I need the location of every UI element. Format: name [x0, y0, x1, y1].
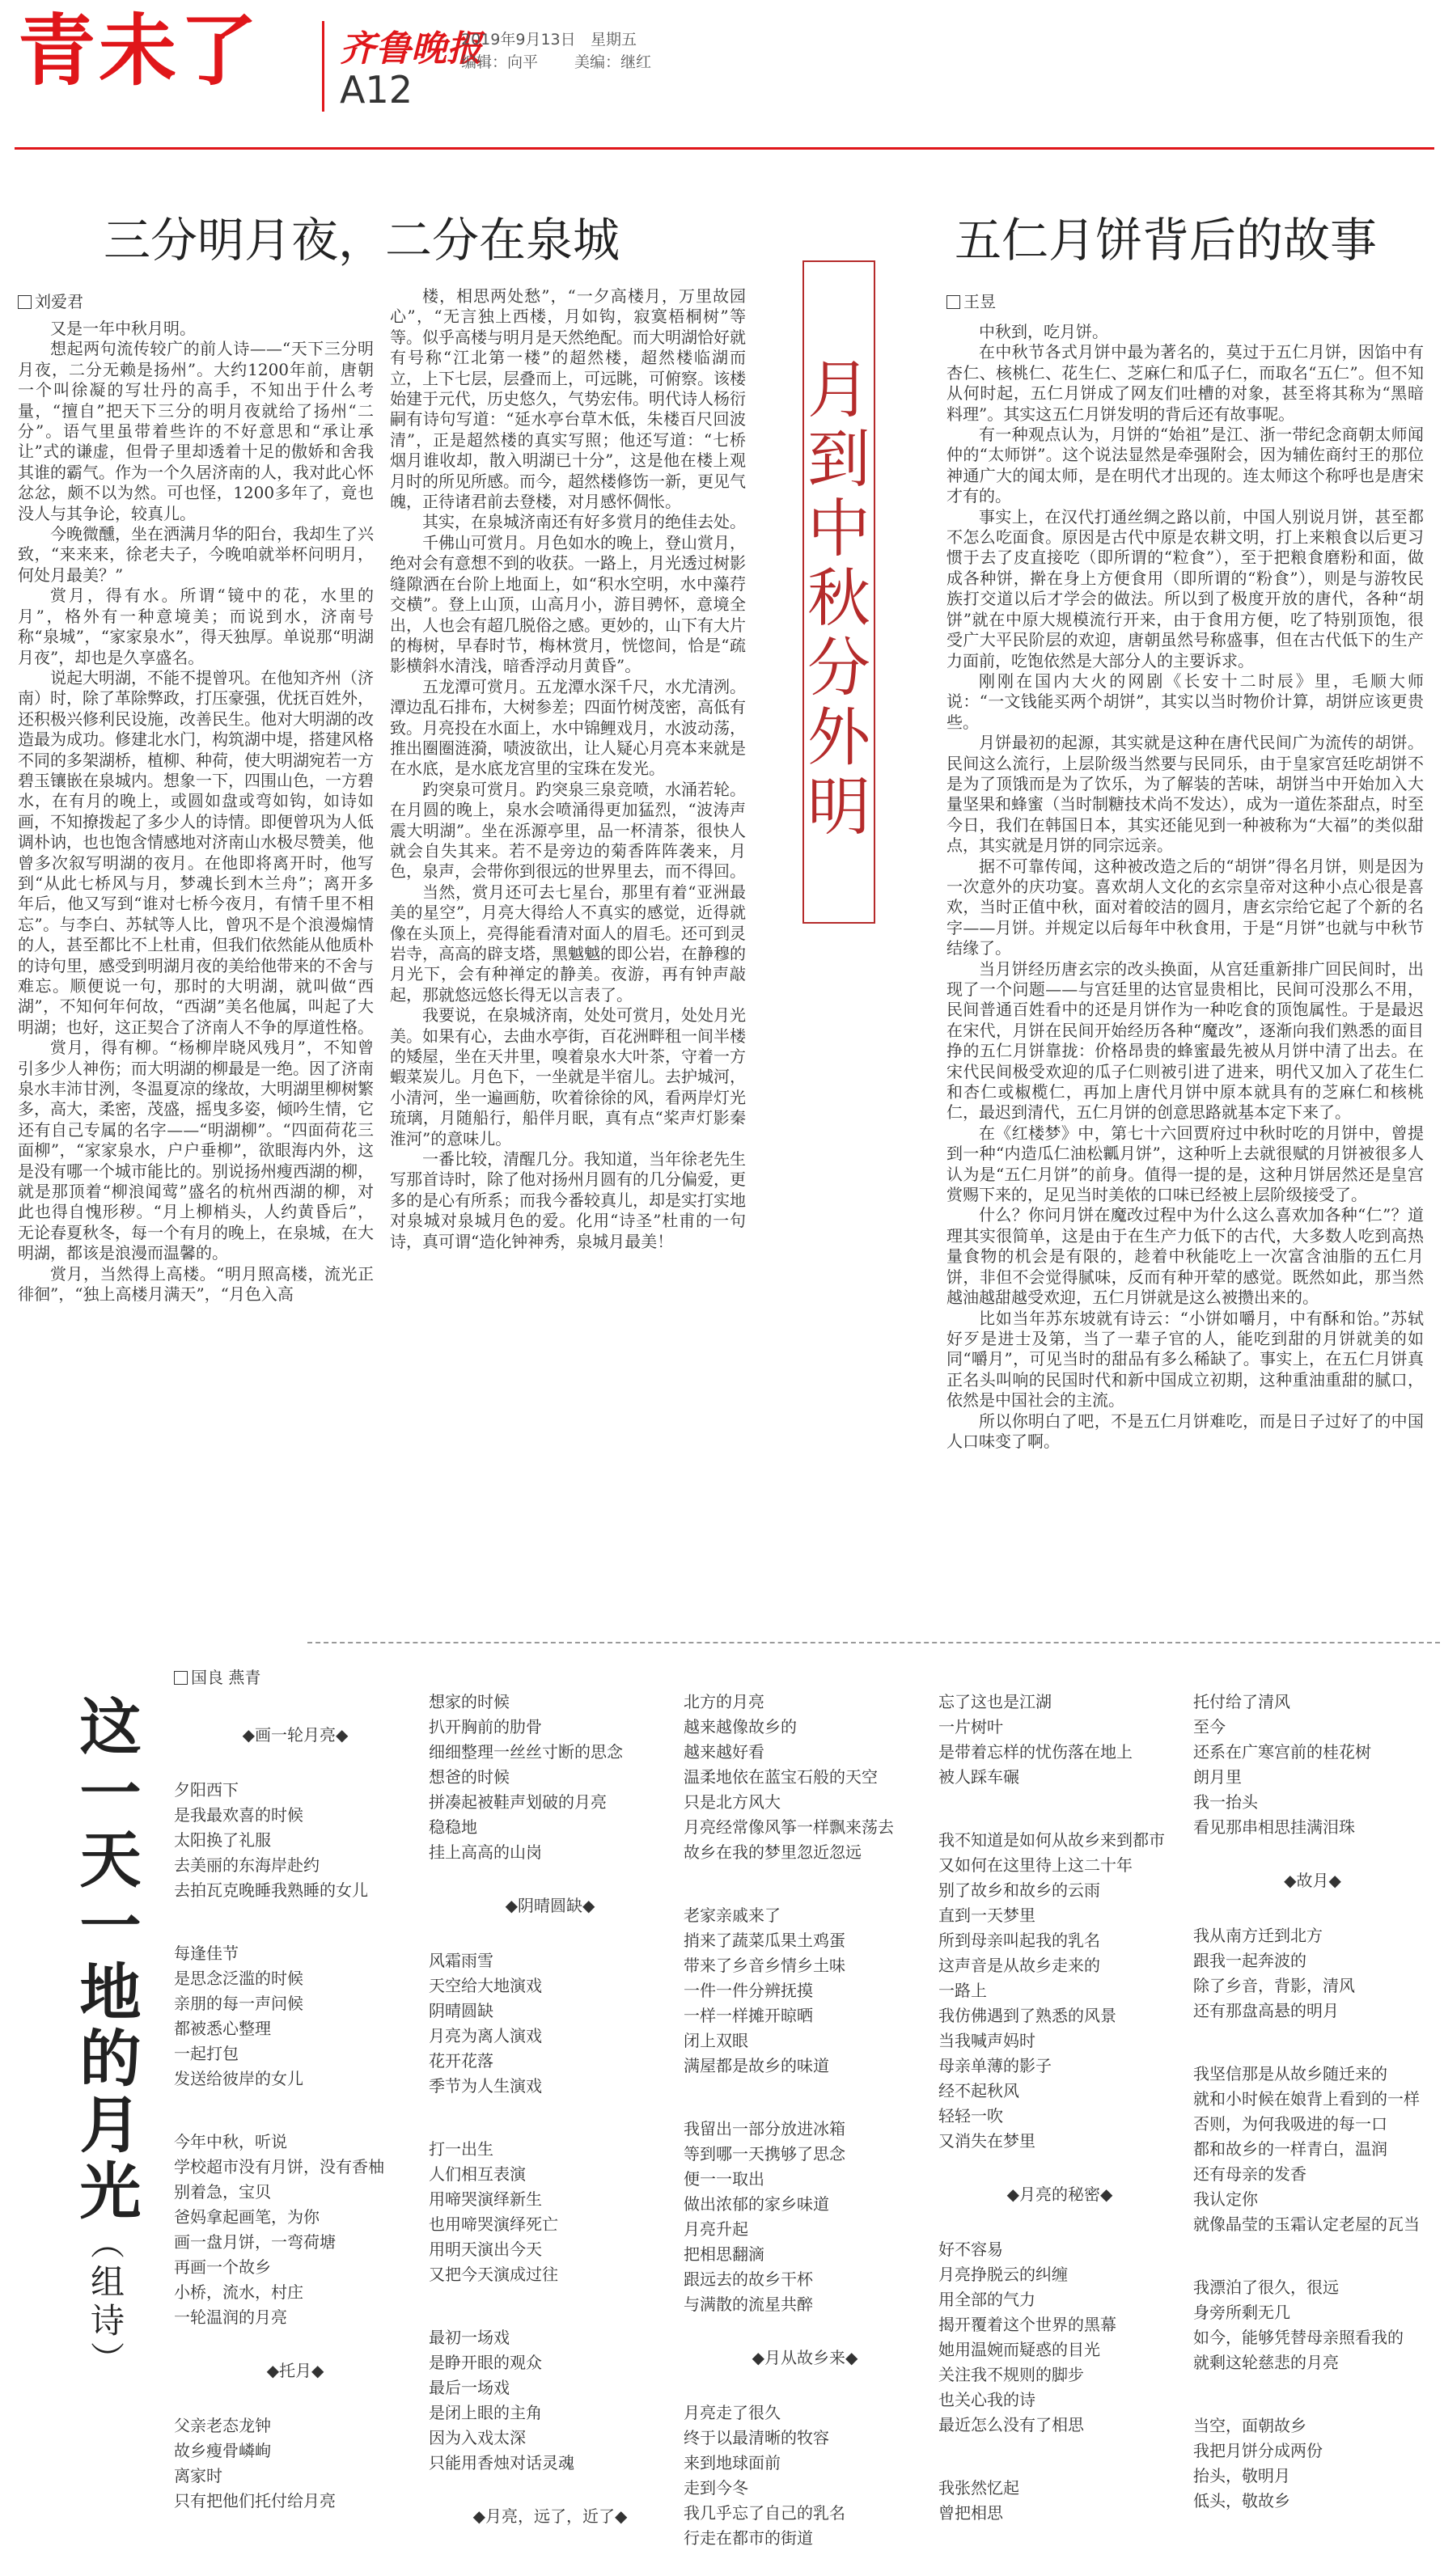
paragraph: 今晚微醺，坐在洒满月华的阳台，我却生了兴致，“来来来，徐老夫子，今晚咱就举杯问明月，何处月最美？” — [18, 524, 374, 585]
poem-series-subtitle: （组诗） — [86, 2225, 125, 2380]
poem-stanza: 想家的时候 扒开胸前的肋骨 细细整理一丝丝寸断的思念 想爸的时候 拼凑起被鞋声划破的月亮 稳稳地 挂上高高的山岗 — [429, 1692, 623, 1862]
byline-box-icon — [18, 295, 32, 309]
poem-title: ◆月亮，远了，近了◆ — [472, 2506, 628, 2526]
center-vertical-title: 月到中秋分外明 — [802, 260, 875, 924]
poem-stanza: 好不容易 月亮挣脱云的纠缠 用全部的气力 揭开覆着这个世界的黑幕 她用温婉而疑惑的目光 关注我不规则的脚步 也关心我的诗 最近怎么没有了相思 — [938, 2240, 1116, 2434]
header-rule — [15, 147, 1434, 150]
article1-column-1 — [18, 319, 374, 1605]
poem-stanza: 父亲老态龙钟 故乡瘦骨嶙峋 离家时 只有把他们托付给月亮 — [174, 2416, 336, 2510]
poem-title: ◆故月◆ — [1284, 1871, 1341, 1890]
poem-column-2 — [429, 1664, 671, 2559]
poem-column-5 — [1193, 1664, 1432, 2539]
poem-stanza: 当空，面朝故乡 我把月饼分成两份 抬头，敬明月 低头，敬故乡 — [1193, 2416, 1323, 2510]
paragraph: 所以你明白了吧，不是五仁月饼难吃，而是日子过好了的中国人口味变了啊。 — [946, 1411, 1424, 1451]
poem-stanza: 我从南方迁到北方 跟我一起奔波的 除了乡音，背影，清风 还有那盘高悬的明月 — [1193, 1926, 1355, 2020]
article2-column — [946, 322, 1424, 1608]
paragraph: 当月饼经历唐玄宗的改头换面，从宫廷重新排广回民间时，出现了一个问题——与宫廷里的达官显贵相比，民间可没那么不用，民间普通百姓看中的还是月饼作为一种吃食的顶饱属性。于是最迟在宋代，月饼在民间开始经历各种“魔改”，逐渐向我们熟悉的面目挣的五仁月饼靠拢：价格昂贵的蜂蜜最先被从月饼中清了出去。在宋代民间极受欢迎的瓜子仁则被引进了进来，明代又加入了花生仁和杏仁或椒榄仁，再加上唐代月饼中原本就具有的芝麻仁和核桃仁，最迟到清代，五仁月饼的创意思路就基本定下来了。 — [946, 958, 1424, 1123]
paragraph: 据不可靠传闻，这种被改造之后的“胡饼”得名月饼，则是因为一次意外的庆功宴。喜欢胡人文化的玄宗皇帝对这种小点心很是喜欢，当时正值中秋，面对着皎洁的圆月，唐玄宗给它起了个新的名字——月饼。并规定以后每年中秋食用，于是“月饼”也就与中秋节结缘了。 — [946, 856, 1424, 958]
byline-box-icon — [946, 295, 960, 309]
article2-title: 五仁月饼背后的故事 — [955, 213, 1378, 268]
poem-stanza: 忘了这也是江湖 一片树叶 是带着忘样的忧伤落在地上 被人踩车碾 — [938, 1692, 1133, 1787]
paragraph: 月饼最初的起源，其实就是这种在唐代民间广为流传的胡饼。民间这么流行，上层阶级当然要与民同乐，由于皇家宫廷吃胡饼不是为了顶饿而是为了饮乐，为了解装的苦味，胡饼当中开始加入大量坚果和蜂蜜（当时制糖技术尚不发达），成为一道佐茶甜点，时至今日，我们在韩国日本，其实还能见到一种被称为“大福”的类似甜点，其实就是月饼的同宗远亲。 — [946, 733, 1424, 856]
poem-column-1 — [174, 1694, 417, 2539]
paragraph: 在《红楼梦》中，第七十六回贾府过中秋时吃的月饼中，曾提到一种“内造瓜仁油松瓤月饼”，这种听上去就很赋的月饼被很多人认为是“五仁月饼”的前身。值得一提的是，这种月饼居然还是皇宫赏赐下来的，足见当时美侬的口味已经被上层阶级接受了。 — [946, 1123, 1424, 1205]
paragraph: 我要说，在泉城济南，处处可赏月，处处月光美。如果有心，去曲水亭街，百花洲畔租一间半楼的矮屋，坐在天井里，嗅着泉水大叶茶，守着一方蝦菜炭儿。月色下，一坐就是半宿儿。去护城河，小清河，坐一遍画舫，吹着徐徐的风，看两岸灯光琉璃，月随船行，船伴月眠，真有点“桨声灯影秦淮河”的意味儿。 — [390, 1005, 746, 1148]
paragraph: 趵突泉可赏月。趵突泉三泉竞喷，水涌若轮。在月圆的晚上，泉水会喷涌得更加猛烈，“波涛声震大明湖”。坐在泺源亭里，品一杯清茶，很快人就会自失其来。若不是旁边的菊香阵阵袭来，月色，泉声，会带你到很远的世界里去，而不得回。 — [390, 779, 746, 882]
article1-title: 三分明月夜，二分在泉城 — [104, 213, 620, 268]
section-masthead: 青未了 — [18, 6, 260, 96]
poem-stanza: 北方的月亮 越来越像故乡的 越来越好看 温柔地依在蓝宝石般的天空 只是北方风大 月亮经常像风筝一样飘来荡去 故乡在我的梦里忽近忽远 — [684, 1692, 894, 1862]
paragraph: 一番比较，清醒几分。我知道，当年徐老先生写那首诗时，除了他对扬州月圆有的几分偏爱，更多的是心有所系；而我今番较真儿，却是实打实地对泉城对泉城月色的爱。化用“诗圣”杜甫的一句诗，真可谓“造化钟神秀，泉城月最美！ — [390, 1149, 746, 1251]
article1-column-2 — [390, 286, 746, 1605]
poem-stanza: 风霜雨雪 天空给大地演戏 阴晴圆缺 月亮为离人演戏 花开花落 季节为人生演戏 — [429, 1951, 542, 2096]
poem-stanza: 我不知道是如何从故乡来到都市 又如何在这里待上这二十年 别了故乡和故乡的云雨 直到一天梦里 所到母亲叫起我的乳名 这声音是从故乡走来的 一路上 我仿佛遇到了熟悉的风景 当我喊声妈时 母亲单薄的影子 经不起秋风 轻轻一吹 又消失在梦里 — [938, 1830, 1165, 2151]
poem-stanza: 今年中秋，听说 学校超市没有月饼，没有香柚 别着急，宝贝 爸妈拿起画笔，为你 画一盘月饼，一弯荷塘 再画一个故乡 小桥，流水，村庄 一轮温润的月亮 — [174, 2132, 384, 2327]
designer-credit: 美编：继红 — [574, 53, 652, 71]
poem-title: ◆托月◆ — [266, 2361, 324, 2380]
poem-title: ◆阴晴圆缺◆ — [505, 1896, 595, 1915]
paragraph: 有一种观点认为，月饼的“始祖”是江、浙一带纪念商朝太师闻仲的“太师饼”。这个说法显然是牵强附会，因为辅佐商纣王的那位神通广大的闻太师，是在明代才出现的。连太师这个称呼也是唐宋才有的。 — [946, 425, 1424, 506]
poem-stanza: 我留出一部分放进冰箱 等到哪一天携够了思念 便一一取出 做出浓郁的家乡味道 月亮升起 把相思翻滴 跟远去的故乡干杯 与满散的流星共醉 — [684, 2119, 845, 2314]
paragraph: 事实上，在汉代打通丝绸之路以前，中国人别说月饼，甚至都不怎么吃面食。原因是古代中原是农耕文明，打上来粮食以后更习惯于去了皮直接吃（即所谓的“粒食”），至于把粮食磨粉和面，做成各种饼，擀在身上方便食用（即所谓的“粉食”），则是与游牧民族打交道以后才学会的做法。所以到了极度开放的唐代，各种“胡饼”就在中原大规模流行开来，由于食用方便，吃了特别顶饱，很受广大平民阶层的欢迎，唐朝虽然号称盛事，但在古代低下的生产力面前，吃饱依然是大部分人的主要诉求。 — [946, 506, 1424, 670]
poems-byline — [174, 1664, 260, 1688]
paragraph: 中秋到，吃月饼。 — [979, 322, 1108, 341]
paragraph: 说起大明湖，不能不提曾巩。在他知齐州（济南）时，除了革除弊政，打压豪强，优抚百姓外，还积极兴修利民设施，改善民生。他对大明湖的改造最为成功。修建北水门，构筑湖中堤，搭建风格不同的多架湖桥，植柳、种荷，使大明湖宛若一方碧玉镶嵌在泉城内。想象一下，四围山色，一方碧水，在有月的晚上，或圆如盘或弯如钩，如诗如画，不知撩拨起了多少人的诗情。即便曾巩为人低调朴讷，也也饱含情感地对济南山水极尽赞美，他曾多次叙写明湖的夜月。在他即将离开时，他写到“从此七桥风与月，梦魂长到木兰舟”；离开多年后，他又写到“谁对七桥今夜月，有情千里不相忘”。与李白、苏轼等人比，曾巩不是个浪漫煽情的人，甚至都比不上杜甫，但我们依然能从他质朴的诗句里，感受到明湖月夜的美给他带来的不舍与难忘。顺便说一句，那时的大明湖，就叫做“西湖”，不知何年何故，“西湖”美名他属，叫起了大明湖；也好，这正契合了济南人不争的厚道性格。 — [18, 667, 374, 1037]
paragraph: 什么？你问月饼在魔改过程中为什么这么喜欢加各种“仁”？道理其实很简单，这是由于在生产力低下的古代，大多数人吃到高热量食物的机会是有限的，趁着中秋能吃上一次富含油脂的五仁月饼，非但不会觉得腻味，反而有种开荤的感觉。既然如此，那当然越油越甜越受欢迎，五仁月饼就是这么被攒出来的。 — [946, 1205, 1424, 1308]
paragraph: 刚刚在国内大火的网剧《长安十二时辰》里，毛顺大师说：“一文钱能买两个胡饼”，其实以当时物价计算，胡饼应该更贵些。 — [946, 670, 1424, 732]
poem-title: ◆画一轮月亮◆ — [242, 1725, 349, 1745]
paragraph: 比如当年苏东坡就有诗云：“小饼如嚼月，中有酥和饴。”苏轼好歹是进士及第，当了一辈子官的人，能吃到甜的月饼就美的如同“嚼月”，可见当时的甜品有多么稀缺了。事实上，在五仁月饼真正名头叫响的民国时代和新中国成立初期，这种重油重甜的腻口，依然是中国社会的主流。 — [946, 1308, 1424, 1411]
header-divider — [322, 21, 324, 112]
poem-stanza: 月亮走了很久 终于以最清晰的牧容 来到地球面前 走到今冬 我几乎忘了自己的乳名 行走在都市的街道 — [684, 2403, 845, 2548]
issue-weekday: 星期五 — [591, 31, 637, 49]
paragraph: 当然，赏月还可去七星台，那里有着“亚洲最美的星空”，月亮大得给人不真实的感觉，近得就像在头顶上，亮得能看清对面人的眉毛。还可到灵岩寺，高高的辟支塔，黑魆魆的即公岩，在静穆的月光下，会有种禅定的静美。夜游，再有钟声敲起，那就悠远悠长得无以言表了。 — [390, 882, 746, 1005]
poem-stanza: 老家亲戚来了 捎来了蔬菜瓜果土鸡蛋 带来了乡音乡情乡土味 一件一件分辨抚摸 一样一样摊开晾晒 闭上双眼 满屋都是故乡的味道 — [684, 1906, 845, 2075]
poem-series-title — [57, 1694, 146, 2380]
paragraph: 又是一年中秋月明。 — [50, 319, 196, 338]
section-divider — [307, 1642, 1440, 1643]
poem-stanza: 每逢佳节 是思念泛滥的时候 亲朋的每一声问候 都被悉心整理 一起打包 发送给彼岸的女儿 — [174, 1944, 303, 2088]
paragraph: 五龙潭可赏月。五龙潭水深千尺，水尤清洌。潭边乱石排布，大树参差；四面竹树茂密，高低有致。月亮投在水面上，水中锦鲤戏月，水波动荡，推出圈圈涟漪，啧波欲出，让人疑心月亮本来就是在水底，是水底龙宫里的宝珠在发光。 — [390, 676, 746, 779]
article2-byline — [946, 289, 996, 312]
article1-author: 刘爱君 — [35, 292, 83, 311]
poem-stanza: 我坚信那是从故乡随迁来的 就和小时候在娘背上看到的一样 否则，为何我吸进的每一口 都和故乡的一样青白，温润 还有母亲的发香 我认定你 就像晶莹的玉霜认定老屋的瓦当 — [1193, 2064, 1420, 2234]
paragraph: 赏月，得有柳。“杨柳岸晓风残月”，不知曾引多少人神伤；而大明湖的柳最是一绝。因了济南泉水丰沛甘洌，冬温夏凉的缘故，大明湖里柳树繁多，高大，柔密，茂盛，摇曳多姿，倾吟生情，它还有自己专属的名字——“明湖柳”。“四面荷花三面柳”，“家家泉水，户户垂柳”，欲眼海内外，这是没有哪一个城市能比的。别说扬州瘦西湖的柳，就是那顶着“柳浪闻莺”盛名的杭州西湖的柳，对此也得自愧形秽。“月上柳梢头，人约黄昏后”，无论春夏秋冬，每一个有月的晚上，在泉城，在大明湖，都该是浪漫而温馨的。 — [18, 1038, 374, 1263]
poem-title: ◆月亮的秘密◆ — [1006, 2185, 1113, 2204]
poem-stanza: 夕阳西下 是我最欢喜的时候 太阳换了礼服 去美丽的东海岸赴约 去拍瓦克晚睡我熟睡的女儿 — [174, 1780, 368, 1900]
paper-name-logo: 齐鲁晚报 — [340, 28, 482, 70]
paragraph: 楼，相思两处愁”，“一夕高楼月，万里故园心”，“无言独上西楼，月如钩，寂寞梧桐树”等等。似乎高楼与明月是天然绝配。而大明湖恰好就有号称“江北第一楼”的超然楼，超然楼临湖而立，上下七层，层叠而上，可远眺，可俯察。该楼始建于元代，历史悠久，气势宏伟。明代诗人杨衍嗣有诗句写道：“延水亭台草木低，朱楼百尺回波清”，正是超然楼的真实写照；他还写道：“七桥烟月谁收却，散入明湖已十分”，这是他在楼上观月时的所见所感。而今，超然楼修饬一新，更见气魄，正待诸君前去登楼，对月感怀倜怅。 — [390, 286, 746, 512]
poem-title: ◆月从故乡来◆ — [752, 2348, 858, 2367]
paragraph: 千佛山可赏月。月色如水的晚上，登山赏月，绝对会有意想不到的收获。一路上，月光透过树影缝隙洒在台阶上地面上，如“积水空明，水中藻荇交横”。登上山顶，山高月小，游目骋怀，意境全出，人也会有超几脱俗之感。更妙的，山下有大片的梅树，早春时节，梅林赏月，恍惚间，恰是“疏影横斜水清浅，暗香浮动月黄昏”。 — [390, 532, 746, 676]
poems-author: 国良 燕青 — [191, 1668, 261, 1687]
article2-author: 王昱 — [963, 292, 996, 311]
article1-byline — [18, 289, 83, 312]
poem-column-4 — [938, 1664, 1181, 2551]
paragraph: 赏月，得有水。所谓“镜中的花，水里的月”，格外有一种意境美；而说到水，济南号称“泉城”，“家家泉水”，得天独厚。单说那“明湖月夜”，却也是久享盛名。 — [18, 586, 374, 667]
poem-stanza: 打一出生 人们相互表演 用啼哭演绎新生 也用啼哭演绎死亡 用明天演出今天 又把今天演成过往 — [429, 2139, 558, 2284]
poem-stanza: 托付给了清风 至今 还系在广寒宫前的桂花树 朗月里 我一抬头 看见那串相思挂满泪珠 — [1193, 1692, 1371, 1837]
poem-stanza: 我漂泊了很久，很远 身旁所剩无几 如今，能够凭替母亲照看我的 就剩这轮慈悲的月亮 — [1193, 2278, 1404, 2372]
issue-date: 2019年9月13日 — [461, 31, 576, 49]
poem-column-3 — [684, 1664, 926, 2576]
page-number: A12 — [340, 68, 413, 112]
paragraph: 在中秋节各式月饼中最为著名的，莫过于五仁月饼，因馅中有杏仁、核桃仁、花生仁、芝麻仁和瓜子仁，而取名“五仁”。但不知从何时起，五仁月饼成了网友们吐槽的对象，甚至将其称为“黑暗料理”。其实这五仁月饼发明的背后还有故事呢。 — [946, 342, 1424, 424]
poem-stanza: 最初一场戏 是睁开眼的观众 最后一场戏 是闭上眼的主角 因为入戏太深 只能用香烛对话灵魂 — [429, 2328, 574, 2472]
poem-stanza: 我张然忆起 曾把相思 — [938, 2478, 1019, 2523]
paragraph: 赏月，当然得上高楼。“明月照高楼，流光正徘徊”，“独上高楼月满天”，“月色入高 — [18, 1263, 374, 1305]
paragraph: 想起两句流传较广的前人诗——“天下三分明月夜，二分无赖是扬州”。大约1200年前，唐朝一个叫徐凝的写壮丹的高手，不知出于什么考量，“擅自”把天下三分的明月夜就给了扬州“二分”。语气里虽带着些许的不好意思和“承让承让”式的谦虚，但骨子里却透着十足的傲娇和舍我其谁的霸气。作为一个久居济南的人，我对此心怀忿忿，颇不以为然。可也怪，1200多年了，竟也没人与其争论，较真儿。 — [18, 339, 374, 523]
poem-series-heading: 这一天一地的月光 — [70, 1694, 142, 2225]
editor-credit: 编辑：向平 — [461, 53, 539, 71]
byline-box-icon — [174, 1671, 188, 1685]
paragraph: 其实，在泉城济南还有好多赏月的绝佳去处。 — [422, 512, 746, 532]
